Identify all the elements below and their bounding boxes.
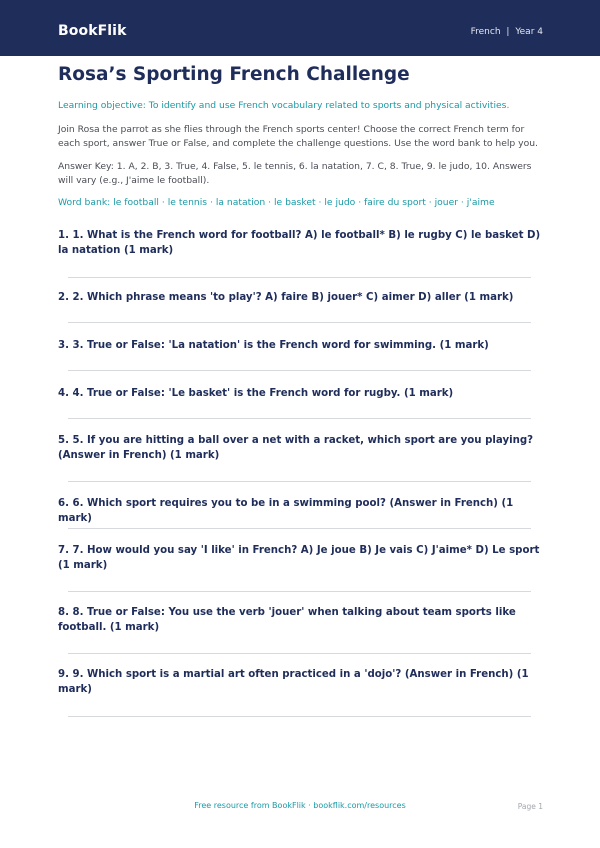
answer-line-4[interactable] bbox=[68, 418, 531, 419]
answer-line-3[interactable] bbox=[68, 370, 531, 371]
answer-line-2[interactable] bbox=[68, 322, 531, 323]
answer-key: Answer Key: 1. A, 2. B, 3. True, 4. False, 5. le tennis, 6. la natation, 7. C, 8. True, 9. le judo, 10. Answers will vary (e.g., J'aime le football). bbox=[58, 161, 532, 187]
footer-resource-link[interactable]: Free resource from BookFlik · bookflik.com/resources bbox=[194, 801, 406, 810]
question-8: 8. 8. True or False: You use the verb 'jouer' when talking about team sports like football. (1 mark) bbox=[58, 607, 516, 633]
separator: | bbox=[506, 27, 510, 37]
subject-label: French bbox=[470, 27, 501, 37]
page-number: Page 1 bbox=[517, 802, 543, 811]
page-header bbox=[0, 0, 600, 56]
question-4: 4. 4. True or False: 'Le basket' is the French word for rugby. (1 mark) bbox=[58, 388, 454, 399]
answer-line-5[interactable] bbox=[68, 481, 531, 482]
answer-line-1[interactable] bbox=[68, 277, 531, 278]
question-9: 9. 9. Which sport is a martial art often practiced in a 'dojo'? (Answer in French) (1 mark) bbox=[58, 669, 529, 695]
question-7: 7. 7. How would you say 'I like' in French? A) Je joue B) Je vais C) J'aime* D) Le sport (1 mark) bbox=[58, 545, 540, 571]
answer-line-9[interactable] bbox=[68, 716, 531, 717]
question-1: 1. 1. What is the French word for football? A) le football* B) le rugby C) le basket D) la natation (1 mark) bbox=[58, 230, 541, 256]
brand-logo: BookFlik bbox=[58, 23, 127, 39]
word-bank: Word bank: le football · le tennis · la natation · le basket · le judo · faire du sport · jouer · j'aime bbox=[58, 197, 495, 208]
question-5: 5. 5. If you are hitting a ball over a net with a racket, which sport are you playing? (Answer in French) (1 mark) bbox=[58, 435, 534, 461]
subject-year-label bbox=[471, 27, 543, 37]
question-6: 6. 6. Which sport requires you to be in a swimming pool? (Answer in French) (1 mark) bbox=[58, 498, 514, 524]
question-3: 3. 3. True or False: 'La natation' is the French word for swimming. (1 mark) bbox=[58, 340, 489, 351]
answer-line-6[interactable] bbox=[68, 528, 531, 529]
worksheet-title: Rosa’s Sporting French Challenge bbox=[58, 64, 410, 85]
answer-line-8[interactable] bbox=[68, 653, 531, 654]
intro-paragraph: Join Rosa the parrot as she flies through the French sports center! Choose the correct French term for each sport, answer True or False, and complete the challenge questions. Use the word bank to help you. bbox=[58, 124, 538, 150]
year-label: Year 4 bbox=[515, 27, 543, 37]
question-2: 2. 2. Which phrase means 'to play'? A) faire B) jouer* C) aimer D) aller (1 mark) bbox=[58, 292, 514, 303]
answer-line-7[interactable] bbox=[68, 591, 531, 592]
learning-objective: Learning objective: To identify and use French vocabulary related to sports and physical activities. bbox=[58, 100, 510, 111]
